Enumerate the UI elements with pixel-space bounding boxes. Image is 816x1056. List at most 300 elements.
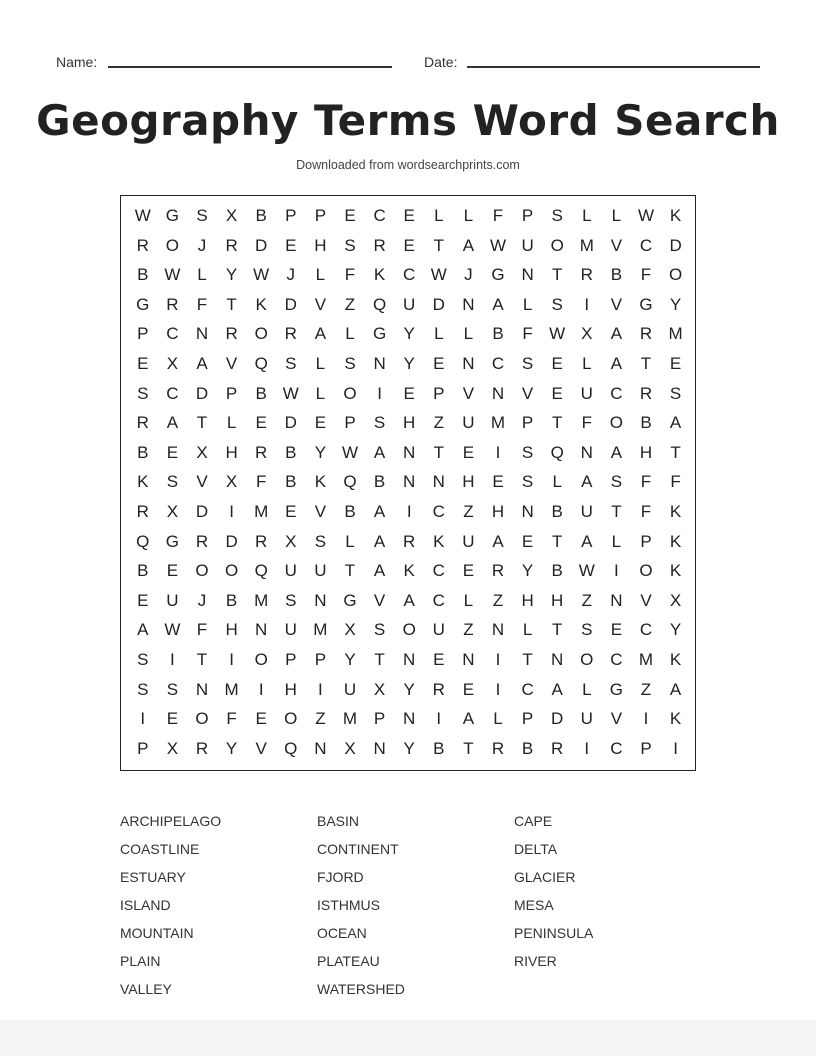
grid-letter[interactable]: L [345,324,355,344]
grid-letter[interactable]: E [403,235,415,255]
grid-letter[interactable]: S [166,679,179,699]
grid-letter[interactable]: K [669,502,682,521]
grid-letter[interactable]: E [433,354,445,373]
grid-letter[interactable]: G [372,324,387,344]
grid-letter[interactable]: M [254,502,269,521]
grid-letter[interactable]: Z [640,679,652,699]
grid-letter[interactable]: Z [581,590,592,610]
grid-letter[interactable]: N [314,590,327,610]
grid-letter[interactable]: S [373,620,386,640]
grid-letter[interactable]: L [345,531,355,551]
grid-letter[interactable]: F [344,265,356,285]
grid-letter[interactable]: I [377,383,382,403]
grid-letter[interactable]: B [225,590,238,610]
grid-letter[interactable]: V [373,590,386,610]
grid-letter[interactable]: S [196,206,208,225]
grid-letter[interactable]: U [462,413,475,433]
grid-letter[interactable]: F [226,709,237,729]
grid-letter[interactable]: O [284,709,298,729]
grid-letter[interactable]: X [285,531,297,551]
grid-letter[interactable]: S [344,354,356,373]
grid-letter[interactable]: P [521,413,534,433]
grid-letter[interactable]: L [522,294,533,314]
grid-letter[interactable]: E [551,354,563,373]
grid-letter[interactable]: T [522,650,533,669]
grid-letter[interactable]: J [197,590,207,610]
grid-letter[interactable]: I [495,679,501,699]
grid-letter[interactable]: V [640,590,652,610]
grid-letter[interactable]: V [255,738,267,758]
grid-letter[interactable]: N [403,472,416,492]
grid-letter[interactable]: B [344,502,356,521]
grid-letter[interactable]: E [551,383,563,403]
grid-letter[interactable]: R [195,738,209,758]
grid-letter[interactable]: V [225,354,238,373]
grid-letter[interactable]: K [373,265,386,285]
grid-letter[interactable]: L [582,206,592,225]
grid-letter[interactable]: I [258,679,264,699]
grid-letter[interactable]: Y [669,620,682,640]
grid-letter[interactable]: E [492,472,504,492]
grid-letter[interactable]: V [314,294,327,314]
grid-letter[interactable]: A [492,294,504,314]
grid-letter[interactable]: M [254,590,269,610]
grid-letter[interactable]: D [669,235,682,255]
grid-letter[interactable]: I [584,738,590,758]
grid-letter[interactable]: L [434,324,444,344]
grid-letter[interactable]: F [255,472,267,492]
grid-letter[interactable]: R [136,413,149,433]
grid-letter[interactable]: V [610,294,623,314]
grid-letter[interactable]: R [255,442,268,462]
grid-letter[interactable]: B [521,738,534,758]
grid-letter[interactable]: W [549,324,566,344]
grid-letter[interactable]: L [582,679,592,699]
grid-letter[interactable]: P [285,650,297,669]
grid-letter[interactable]: Z [463,502,474,521]
grid-letter[interactable]: L [522,620,533,640]
grid-letter[interactable]: X [344,620,356,640]
grid-letter[interactable]: T [551,413,563,433]
grid-letter[interactable]: O [343,383,357,403]
grid-letter[interactable]: A [196,354,208,373]
grid-letter[interactable]: P [344,413,356,433]
grid-letter[interactable]: F [196,294,208,314]
grid-letter[interactable]: F [522,324,533,344]
grid-letter[interactable]: Q [254,354,268,373]
grid-letter[interactable]: O [402,620,416,640]
grid-letter[interactable]: N [462,650,475,669]
grid-letter[interactable]: S [521,442,534,462]
grid-letter[interactable]: A [581,531,593,551]
grid-letter[interactable]: P [137,738,149,758]
grid-letter[interactable]: Q [284,738,298,758]
grid-letter[interactable]: H [284,679,297,699]
grid-letter[interactable]: X [166,738,179,758]
grid-letter[interactable]: O [668,265,683,285]
grid-letter[interactable]: U [314,561,327,581]
grid-letter[interactable]: R [225,324,238,344]
grid-letter[interactable]: S [610,472,623,492]
grid-letter[interactable]: T [551,531,563,551]
grid-letter[interactable]: E [314,413,327,433]
grid-letter[interactable]: L [582,354,592,373]
grid-letter[interactable]: N [462,354,475,373]
grid-letter[interactable]: N [491,383,505,403]
grid-letter[interactable]: A [137,620,149,640]
grid-letter[interactable]: C [432,502,445,521]
grid-letter[interactable]: I [643,709,649,729]
grid-letter[interactable]: O [195,561,209,581]
grid-letter[interactable]: Y [403,738,415,758]
grid-letter[interactable]: A [314,324,327,344]
grid-letter[interactable]: C [403,265,416,285]
grid-letter[interactable]: N [521,265,534,285]
grid-letter[interactable]: T [640,354,652,373]
grid-letter[interactable]: N [403,709,416,729]
grid-letter[interactable]: T [226,294,237,314]
grid-letter[interactable]: I [229,650,234,669]
grid-letter[interactable]: L [226,413,237,433]
grid-letter[interactable]: A [669,413,682,433]
grid-letter[interactable]: I [140,709,146,729]
grid-letter[interactable]: R [136,502,149,521]
grid-letter[interactable]: B [551,561,563,581]
grid-letter[interactable]: C [432,590,445,610]
grid-letter[interactable]: U [580,709,593,729]
grid-letter[interactable]: Q [550,442,564,462]
grid-letter[interactable]: E [166,442,179,462]
grid-letter[interactable]: A [166,413,179,433]
grid-letter[interactable]: N [610,590,623,610]
grid-letter[interactable]: U [343,679,357,699]
grid-letter[interactable]: Y [225,738,238,758]
grid-letter[interactable]: E [403,383,415,403]
grid-letter[interactable]: O [165,235,179,255]
grid-letter[interactable]: A [610,324,623,344]
grid-letter[interactable]: N [314,738,327,758]
grid-letter[interactable]: R [551,738,564,758]
grid-letter[interactable]: U [580,383,593,403]
grid-letter[interactable]: J [286,265,296,285]
grid-letter[interactable]: B [285,442,297,462]
grid-letter[interactable]: J [197,235,207,255]
grid-letter[interactable]: X [225,206,238,225]
grid-letter[interactable]: T [344,561,356,581]
grid-letter[interactable]: Z [315,709,326,729]
grid-letter[interactable]: L [434,206,444,225]
grid-letter[interactable]: Z [492,590,504,610]
grid-letter[interactable]: I [584,294,590,314]
grid-letter[interactable]: E [462,679,475,699]
grid-letter[interactable]: B [433,738,445,758]
grid-letter[interactable]: R [255,531,268,551]
grid-letter[interactable]: R [639,324,653,344]
grid-letter[interactable]: K [669,561,682,581]
grid-letter[interactable]: Z [433,413,444,433]
grid-letter[interactable]: E [255,413,267,433]
grid-letter[interactable]: H [403,413,416,433]
grid-letter[interactable]: E [255,709,267,729]
grid-letter[interactable]: G [136,294,150,314]
grid-letter[interactable]: N [195,324,209,344]
grid-letter[interactable]: Q [343,472,357,492]
grid-letter[interactable]: T [551,265,563,285]
grid-letter[interactable]: H [314,235,327,255]
grid-letter[interactable]: F [640,472,652,492]
grid-letter[interactable]: T [433,235,444,255]
grid-letter[interactable]: O [195,709,209,729]
grid-letter[interactable]: J [464,265,473,285]
grid-letter[interactable]: B [137,442,149,462]
grid-letter[interactable]: N [521,502,534,521]
grid-letter[interactable]: C [610,738,623,758]
grid-letter[interactable]: S [521,472,534,492]
grid-letter[interactable]: E [610,620,623,640]
grid-letter[interactable]: L [315,383,326,403]
grid-letter[interactable]: V [610,709,623,729]
grid-letter[interactable]: W [134,206,151,225]
grid-letter[interactable]: P [640,531,652,551]
grid-letter[interactable]: Q [254,561,268,581]
grid-letter[interactable]: N [580,442,593,462]
grid-letter[interactable]: G [491,265,505,285]
grid-letter[interactable]: O [609,413,623,433]
grid-letter[interactable]: P [225,383,238,403]
grid-letter[interactable]: T [374,650,385,669]
grid-letter[interactable]: T [196,650,208,669]
grid-letter[interactable]: X [196,442,208,462]
grid-letter[interactable]: Y [403,354,415,373]
grid-letter[interactable]: A [373,442,386,462]
grid-letter[interactable]: U [403,294,416,314]
grid-letter[interactable]: S [373,413,386,433]
grid-letter[interactable]: S [344,235,356,255]
grid-letter[interactable]: A [373,531,386,551]
grid-letter[interactable]: B [373,472,386,492]
grid-letter[interactable]: M [668,324,683,344]
grid-letter[interactable]: S [551,294,563,314]
grid-letter[interactable]: W [164,620,181,640]
grid-letter[interactable]: U [462,531,475,551]
grid-letter[interactable]: M [638,650,654,669]
grid-letter[interactable]: A [610,442,623,462]
grid-letter[interactable]: N [195,679,209,699]
grid-letter[interactable]: M [224,679,239,699]
grid-letter[interactable]: Y [403,324,415,344]
grid-letter[interactable]: C [166,324,179,344]
grid-letter[interactable]: P [314,206,327,225]
grid-letter[interactable]: A [551,679,563,699]
grid-letter[interactable]: F [640,265,652,285]
date-field-line[interactable] [467,66,760,68]
grid-letter[interactable]: N [491,620,505,640]
grid-letter[interactable]: A [610,354,623,373]
grid-letter[interactable]: U [284,561,297,581]
grid-letter[interactable]: V [314,502,327,521]
grid-letter[interactable]: S [314,531,327,551]
grid-letter[interactable]: U [432,620,445,640]
grid-letter[interactable]: E [433,650,445,669]
grid-letter[interactable]: E [137,590,149,610]
grid-letter[interactable]: P [521,206,534,225]
grid-letter[interactable]: T [551,620,563,640]
grid-letter[interactable]: G [165,531,179,551]
grid-letter[interactable]: Y [403,679,415,699]
grid-letter[interactable]: V [462,383,475,403]
grid-letter[interactable]: R [195,531,209,551]
grid-letter[interactable]: W [489,235,506,255]
grid-letter[interactable]: R [225,235,238,255]
grid-letter[interactable]: N [462,294,475,314]
grid-letter[interactable]: D [255,235,268,255]
grid-letter[interactable]: O [550,235,564,255]
grid-letter[interactable]: S [521,354,534,373]
grid-letter[interactable]: D [284,294,297,314]
grid-letter[interactable]: Y [314,442,327,462]
grid-letter[interactable]: E [521,531,534,551]
grid-letter[interactable]: I [614,561,619,581]
grid-letter[interactable]: D [195,383,209,403]
grid-letter[interactable]: E [403,206,415,225]
grid-letter[interactable]: K [314,472,327,492]
grid-letter[interactable]: K [403,561,415,581]
grid-letter[interactable]: A [462,709,475,729]
grid-letter[interactable]: E [462,442,475,462]
grid-letter[interactable]: E [669,354,682,373]
grid-letter[interactable]: Q [136,531,150,551]
grid-letter[interactable]: T [463,738,474,758]
grid-letter[interactable]: E [285,502,297,521]
grid-letter[interactable]: H [462,472,475,492]
grid-letter[interactable]: B [255,383,267,403]
grid-letter[interactable]: M [313,620,328,640]
grid-letter[interactable]: R [166,294,179,314]
grid-letter[interactable]: E [137,354,149,373]
grid-letter[interactable]: E [344,206,356,225]
grid-letter[interactable]: I [495,650,501,669]
grid-letter[interactable]: R [136,235,149,255]
grid-letter[interactable]: Z [463,620,474,640]
grid-letter[interactable]: C [491,354,505,373]
grid-letter[interactable]: G [609,679,623,699]
grid-letter[interactable]: R [403,531,416,551]
grid-letter[interactable]: W [341,442,358,462]
grid-letter[interactable]: I [495,442,501,462]
grid-letter[interactable]: I [170,650,175,669]
grid-letter[interactable]: B [255,206,267,225]
grid-letter[interactable]: B [137,561,149,581]
grid-letter[interactable]: W [253,265,270,285]
grid-letter[interactable]: E [462,561,475,581]
grid-letter[interactable]: B [551,502,563,521]
grid-letter[interactable]: H [639,442,653,462]
grid-letter[interactable]: K [669,650,682,669]
grid-letter[interactable]: F [670,472,681,492]
grid-letter[interactable]: P [433,383,445,403]
grid-letter[interactable]: A [492,531,504,551]
grid-letter[interactable]: E [166,561,179,581]
grid-letter[interactable]: O [224,561,239,581]
grid-letter[interactable]: D [225,531,238,551]
grid-letter[interactable]: O [254,650,268,669]
grid-letter[interactable]: W [282,383,299,403]
grid-letter[interactable]: U [521,235,534,255]
grid-letter[interactable]: K [255,294,267,314]
grid-letter[interactable]: L [552,472,562,492]
grid-letter[interactable]: L [611,531,622,551]
grid-letter[interactable]: V [610,235,623,255]
grid-letter[interactable]: P [285,206,297,225]
grid-letter[interactable]: L [315,265,326,285]
grid-letter[interactable]: H [551,590,564,610]
grid-letter[interactable]: B [137,265,149,285]
grid-letter[interactable]: W [578,561,595,581]
grid-letter[interactable]: P [373,709,386,729]
grid-letter[interactable]: D [284,413,297,433]
grid-letter[interactable]: C [373,206,386,225]
grid-letter[interactable]: E [166,709,179,729]
grid-letter[interactable]: R [373,235,386,255]
grid-letter[interactable]: H [225,620,238,640]
grid-letter[interactable]: A [462,235,475,255]
grid-letter[interactable]: K [669,709,682,729]
grid-letter[interactable]: N [432,472,445,492]
grid-letter[interactable]: C [639,620,653,640]
grid-letter[interactable]: S [137,679,149,699]
grid-letter[interactable]: B [492,324,504,344]
grid-letter[interactable]: L [315,354,326,373]
grid-letter[interactable]: M [579,235,594,255]
grid-letter[interactable]: W [164,265,181,285]
grid-letter[interactable]: R [491,738,505,758]
grid-letter[interactable]: I [406,502,412,521]
grid-letter[interactable]: S [137,650,149,669]
grid-letter[interactable]: X [166,502,179,521]
grid-letter[interactable]: S [581,620,593,640]
grid-letter[interactable]: O [639,561,653,581]
grid-letter[interactable]: Q [372,294,387,314]
grid-letter[interactable]: T [611,502,622,521]
grid-letter[interactable]: T [196,413,208,433]
grid-letter[interactable]: X [344,738,356,758]
grid-letter[interactable]: A [373,561,386,581]
grid-letter[interactable]: R [432,679,445,699]
grid-letter[interactable]: C [432,561,445,581]
grid-letter[interactable]: O [254,324,268,344]
grid-letter[interactable]: I [673,738,678,758]
grid-letter[interactable]: U [166,590,179,610]
grid-letter[interactable]: N [551,650,564,669]
grid-letter[interactable]: R [580,265,593,285]
grid-letter[interactable]: P [521,709,534,729]
grid-letter[interactable]: C [610,650,623,669]
grid-letter[interactable]: L [197,265,207,285]
grid-letter[interactable]: C [610,383,623,403]
grid-letter[interactable]: Y [225,265,238,285]
grid-letter[interactable]: L [493,709,503,729]
grid-letter[interactable]: A [373,502,386,521]
grid-letter[interactable]: F [196,620,208,640]
grid-letter[interactable]: F [581,413,592,433]
grid-letter[interactable]: L [463,590,474,610]
grid-letter[interactable]: Y [669,294,682,314]
grid-letter[interactable]: B [610,265,623,285]
grid-letter[interactable]: S [551,206,563,225]
grid-letter[interactable]: S [285,590,297,610]
grid-letter[interactable]: L [611,206,622,225]
grid-letter[interactable]: L [463,206,474,225]
